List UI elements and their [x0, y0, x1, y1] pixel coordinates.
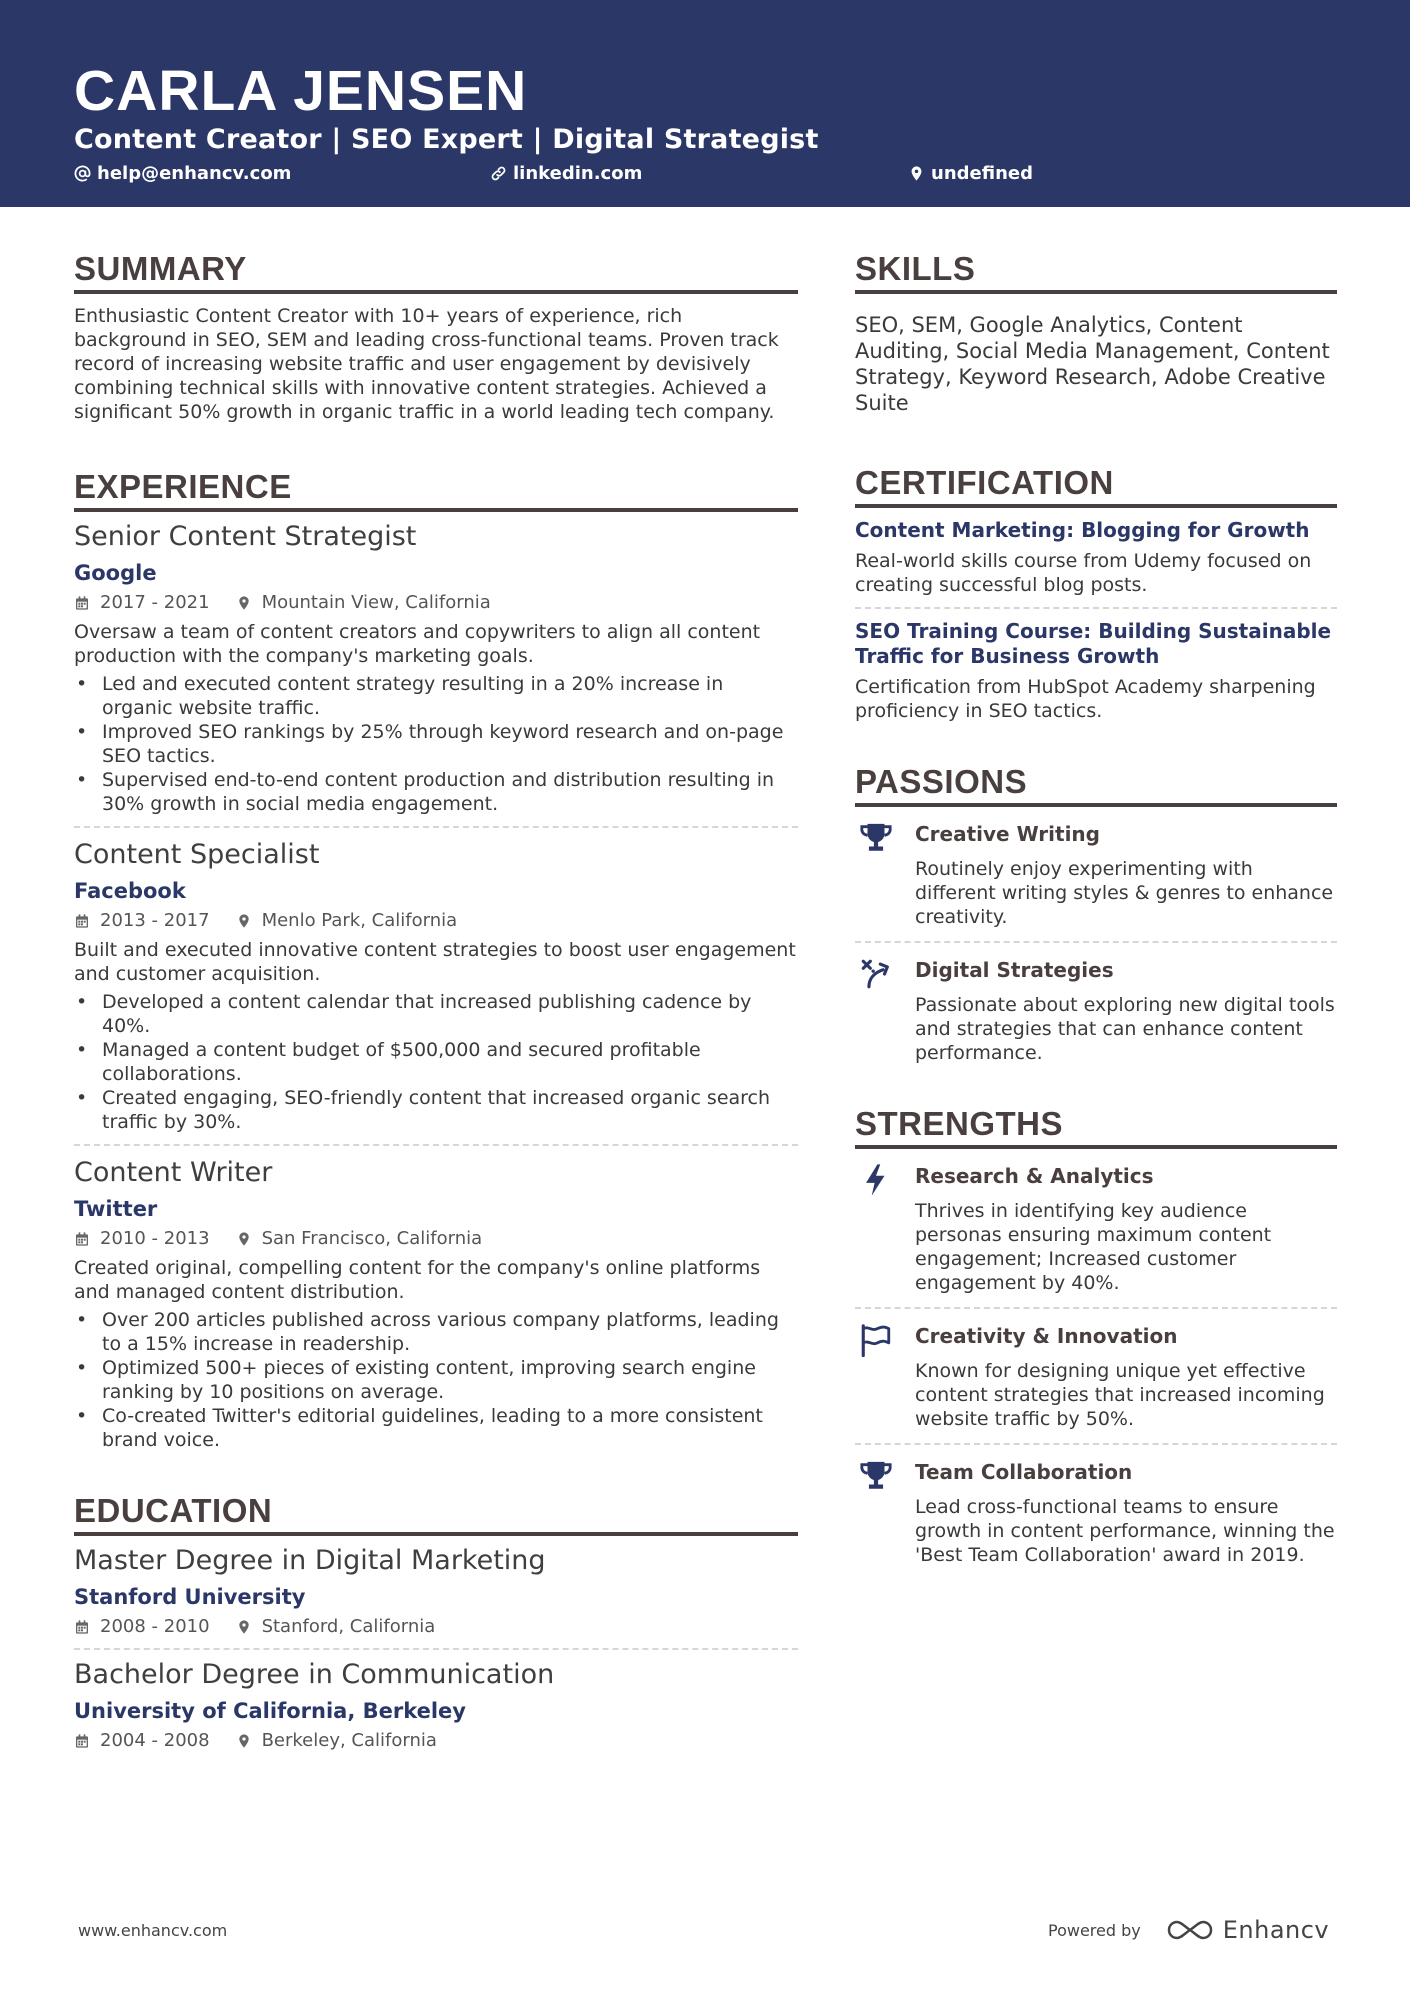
calendar-icon	[74, 1619, 90, 1635]
contact-email[interactable]	[74, 163, 291, 184]
certification-name: SEO Training Course: Building Sustainable Traffic for Business Growth	[855, 619, 1332, 668]
job-dates	[74, 592, 210, 614]
calendar-icon	[74, 1231, 90, 1247]
calendar-icon	[74, 1733, 90, 1749]
strengths-title: STRENGTHS	[855, 1105, 1337, 1149]
job-meta	[74, 910, 798, 932]
education-dates	[74, 1730, 210, 1752]
trophy-icon	[859, 821, 893, 855]
location-pin-icon	[236, 1733, 252, 1749]
location-pin-icon	[908, 165, 925, 182]
education-dates-text: 2008 - 2010	[100, 1616, 210, 1637]
powered-by-label: Powered by	[1048, 1920, 1141, 1940]
job-bullets	[74, 1308, 798, 1452]
passion-entry	[855, 943, 1337, 1077]
job-dates-text: 2017 - 2021	[100, 592, 210, 613]
job-bullet: • Created engaging, SEO-friendly content that increased organic search traffic by 30%.	[74, 1086, 798, 1134]
job-title: Content Writer	[74, 1157, 273, 1188]
summary-text: Enthusiastic Content Creator with 10+ years of experience, rich background in SEO, SEM and leading cross-functional teams. Proven track record of increasing website traffic and user engagement by devisively combining technical skills with innovative content strategies. Achieved a significant 50% growth in organic traffic in a world leading tech company.	[74, 305, 779, 423]
strength-title: Team Collaboration	[915, 1460, 1133, 1484]
job-bullets	[74, 672, 798, 816]
footer-website[interactable]: www.enhancv.com	[78, 1921, 228, 1940]
job-bullets	[74, 990, 798, 1134]
certification-entry	[855, 508, 1337, 609]
education-location-text: Berkeley, California	[261, 1730, 437, 1751]
degree-title: Master Degree in Digital Marketing	[74, 1545, 546, 1576]
candidate-subtitle: Content Creator | SEO Expert | Digital Strategist	[74, 124, 819, 155]
job-bullet: • Supervised end-to-end content production and distribution resulting in 30% growth in social media engagement.	[74, 768, 798, 816]
education-meta	[74, 1616, 798, 1638]
education-dates-text: 2004 - 2008	[100, 1730, 210, 1751]
job-entry	[74, 1156, 798, 1462]
strength-entry	[855, 1149, 1337, 1309]
passion-title: Creative Writing	[915, 822, 1100, 846]
certification-title: CERTIFICATION	[855, 464, 1337, 508]
job-bullet: • Improved SEO rankings by 25% through keyword research and on-page SEO tactics.	[74, 720, 798, 768]
job-location	[236, 1228, 483, 1250]
skills-text: SEO, SEM, Google Analytics, Content Auditing, Social Media Management, Content Strategy, Keyword Research, Adobe Creative Suite	[855, 313, 1330, 415]
job-dates	[74, 1228, 210, 1250]
strength-description: Lead cross-functional teams to ensure growth in content performance, winning the 'Best Team Collaboration' award in 2019.	[915, 1496, 1335, 1566]
job-location	[236, 592, 491, 614]
job-location-text: Menlo Park, California	[261, 910, 458, 931]
job-bullet: • Developed a content calendar that increased publishing cadence by 40%.	[74, 990, 798, 1038]
certification-name: Content Marketing: Blogging for Growth	[855, 518, 1310, 542]
passion-description: Passionate about exploring new digital tools and strategies that can enhance content performance.	[915, 994, 1335, 1064]
school-name: University of California, Berkeley	[74, 1699, 466, 1723]
location-pin-icon	[236, 1619, 252, 1635]
job-bullet: • Managed a content budget of $500,000 and secured profitable collaborations.	[74, 1038, 798, 1086]
education-meta	[74, 1730, 798, 1752]
summary-section	[74, 250, 798, 424]
skills-title: SKILLS	[855, 250, 1337, 294]
company-name: Twitter	[74, 1197, 158, 1221]
job-dates-text: 2013 - 2017	[100, 910, 210, 931]
at-icon	[74, 165, 91, 182]
certification-entry	[855, 609, 1337, 733]
company-name: Google	[74, 561, 157, 585]
calendar-icon	[74, 595, 90, 611]
job-description: Built and executed innovative content strategies to boost user engagement and customer acquisition.	[74, 939, 796, 985]
education-dates	[74, 1616, 210, 1638]
education-location	[236, 1616, 436, 1638]
strength-entry	[855, 1309, 1337, 1445]
job-description: Created original, compelling content for the company's online platforms and managed content distribution.	[74, 1257, 761, 1303]
education-section	[74, 1492, 798, 1762]
strength-title: Research & Analytics	[915, 1164, 1154, 1188]
experience-section	[74, 468, 798, 1462]
contact-email-text: help@enhancv.com	[97, 163, 292, 184]
school-name: Stanford University	[74, 1585, 306, 1609]
calendar-icon	[74, 913, 90, 929]
strategy-icon	[859, 957, 893, 991]
passion-title: Digital Strategies	[915, 958, 1114, 982]
certification-section	[855, 464, 1337, 733]
education-location-text: Stanford, California	[261, 1616, 436, 1637]
candidate-name: CARLA JENSEN	[74, 59, 528, 123]
job-location	[236, 910, 458, 932]
link-icon	[490, 165, 507, 182]
company-name: Facebook	[74, 879, 186, 903]
location-pin-icon	[236, 1231, 252, 1247]
job-bullet: • Co-created Twitter's editorial guidelines, leading to a more consistent brand voice.	[74, 1404, 798, 1452]
job-dates	[74, 910, 210, 932]
job-entry	[74, 838, 798, 1146]
certification-description: Certification from HubSpot Academy sharpening proficiency in SEO tactics.	[855, 676, 1316, 722]
resume-header	[0, 0, 1410, 207]
strengths-section	[855, 1105, 1337, 1579]
education-entry	[74, 1658, 798, 1762]
left-column	[74, 250, 798, 1768]
right-column	[855, 250, 1337, 1579]
contact-location-text: undefined	[931, 163, 1033, 184]
degree-title: Bachelor Degree in Communication	[74, 1659, 555, 1690]
footer-branding	[1048, 1916, 1329, 1944]
enhancv-brand-text: Enhancv	[1222, 1916, 1330, 1944]
trophy-icon	[859, 1459, 893, 1493]
certification-description: Real-world skills course from Udemy focused on creating successful blog posts.	[855, 550, 1312, 596]
job-bullet: • Optimized 500+ pieces of existing content, improving search engine ranking by 10 positions on average.	[74, 1356, 798, 1404]
contact-linkedin-text: linkedin.com	[513, 163, 643, 184]
enhancv-logo[interactable]	[1165, 1916, 1329, 1944]
flag-icon	[859, 1323, 893, 1357]
job-meta	[74, 592, 798, 614]
job-dates-text: 2010 - 2013	[100, 1228, 210, 1249]
job-title: Content Specialist	[74, 839, 320, 870]
contact-location	[908, 163, 1033, 184]
job-entry	[74, 520, 798, 828]
passions-title: PASSIONS	[855, 763, 1337, 807]
education-location	[236, 1730, 437, 1752]
job-bullet: • Led and executed content strategy resulting in a 20% increase in organic website traffic.	[74, 672, 798, 720]
strength-description: Known for designing unique yet effective content strategies that increased incoming website traffic by 50%.	[915, 1360, 1325, 1430]
contact-linkedin[interactable]	[490, 163, 642, 184]
location-pin-icon	[236, 595, 252, 611]
job-title: Senior Content Strategist	[74, 521, 417, 552]
lightning-icon	[859, 1163, 893, 1197]
passion-entry	[855, 807, 1337, 943]
job-location-text: San Francisco, California	[261, 1228, 483, 1249]
experience-title: EXPERIENCE	[74, 468, 798, 512]
job-location-text: Mountain View, California	[261, 592, 491, 613]
education-entry	[74, 1544, 798, 1650]
strength-description: Thrives in identifying key audience personas ensuring maximum content engagement; Increased customer engagement by 40%.	[915, 1200, 1272, 1294]
passions-section	[855, 763, 1337, 1077]
job-meta	[74, 1228, 798, 1250]
job-bullet: • Over 200 articles published across various company platforms, leading to a 15% increase in readership.	[74, 1308, 798, 1356]
strength-entry	[855, 1445, 1337, 1579]
summary-title: SUMMARY	[74, 250, 798, 294]
passion-description: Routinely enjoy experimenting with different writing styles & genres to enhance creativity.	[915, 858, 1334, 928]
enhancv-logo-icon	[1165, 1917, 1215, 1943]
strength-title: Creativity & Innovation	[915, 1324, 1178, 1348]
job-description: Oversaw a team of content creators and copywriters to align all content production with the company's marketing goals.	[74, 621, 761, 667]
education-title: EDUCATION	[74, 1492, 798, 1536]
location-pin-icon	[236, 913, 252, 929]
skills-section	[855, 250, 1337, 416]
